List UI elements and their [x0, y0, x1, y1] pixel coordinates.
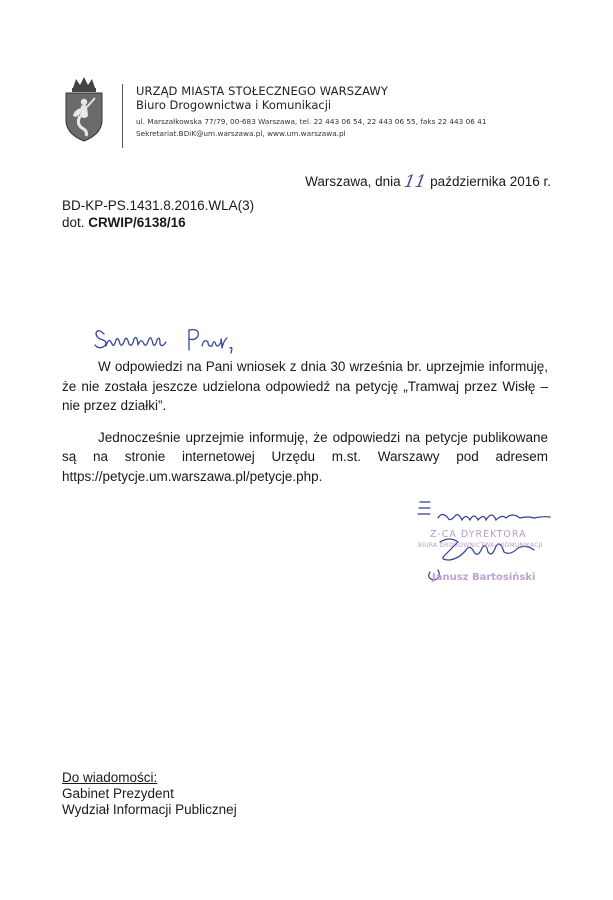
body-paragraph-2: Jednocześnie uprzejmie informuję, że odpowiedzi na petycje publikowane są na stronie internetowej Urzędu m.st. Warszawy pod adresem https://petycje.um.warszawa.pl/petycje.php.	[62, 429, 548, 484]
regarding-label: dot.	[62, 215, 85, 230]
department-name: Biuro Drogownictwa i Komunikacji	[136, 98, 332, 112]
reference-block	[62, 197, 254, 231]
office-contact: Sekretariat.BDiK@um.warszawa.pl, www.um.warszawa.pl	[136, 129, 346, 138]
recipient-item: Wydział Informacji Publicznej	[62, 802, 237, 817]
date-suffix: października 2016 r.	[430, 174, 551, 189]
handwritten-salutation	[94, 324, 274, 354]
date-day-handwritten: 11	[402, 172, 428, 192]
letterhead	[136, 84, 486, 139]
stamp-title: Z-CA DYREKTORA	[430, 529, 527, 540]
signer-name: Janusz Bartosiński	[432, 572, 536, 583]
body-paragraph-1: W odpowiedzi na Pani wniosek z dnia 30 września br. uprzejmie informuję, że nie została jeszcze udzielona odpowiedź na petycję „Tramwaj przez Wisłę – nie przez działki”.	[62, 359, 548, 413]
date-line	[305, 171, 551, 191]
organization-name: URZĄD MIASTA STOŁECZNEGO WARSZAWY	[136, 84, 389, 98]
regarding-line	[62, 214, 254, 231]
letter-body	[62, 357, 548, 486]
date-prefix: Warszawa, dnia	[305, 174, 401, 189]
copy-recipients	[62, 770, 237, 818]
regarding-value: CRWIP/6138/16	[88, 215, 186, 230]
office-address: ul. Marszałkowska 77/79, 00-683 Warszawa, tel. 22 443 06 54, 22 443 06 55, faks 22 443 06 41	[136, 117, 487, 126]
stamp-office: BIURA DROGOWNICTWA I KOMUNIKACJI	[418, 542, 543, 549]
case-number: BD-KP-PS.1431.8.2016.WLA(3)	[62, 198, 255, 213]
letterhead-divider	[122, 84, 123, 148]
copy-recipients-heading: Do wiadomości:	[62, 770, 158, 785]
recipient-item: Gabinet Prezydent	[62, 786, 174, 801]
signature-block	[400, 496, 570, 596]
warsaw-coat-of-arms-icon	[62, 76, 106, 142]
